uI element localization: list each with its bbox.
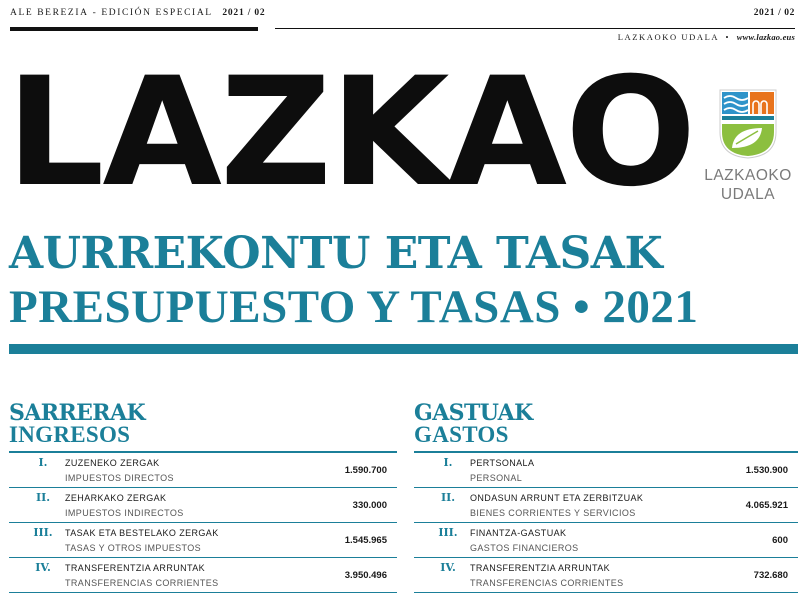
row-number: III.	[33, 526, 53, 539]
publisher-line	[618, 32, 795, 42]
row-label-eu: ZUZENEKO ZERGAK	[65, 458, 160, 468]
expenses-title-eu: GASTUAK	[414, 400, 533, 426]
publisher-name: LAZKAOKO UDALA	[617, 32, 719, 42]
row-label-eu: PERTSONALA	[470, 458, 535, 468]
issue-number: 2021 / 02	[222, 8, 266, 18]
row-label-eu: TRANSFERENTZIA ARRUNTAK	[65, 563, 206, 573]
expenses-title-es: GASTOS	[414, 422, 509, 447]
row-amount: 1.545.965	[344, 535, 387, 546]
row-amount: 330.000	[352, 500, 387, 511]
expenses-section	[414, 402, 798, 593]
row-amount: 600	[772, 535, 788, 546]
headline-basque: AURREKONTU ETA TASAK	[9, 228, 663, 279]
row-label-es: IMPUESTOS INDIRECTOS	[65, 508, 184, 518]
income-title-eu: SARRERAK	[9, 400, 145, 426]
municipality-logo	[700, 88, 796, 213]
row-label-eu: ONDASUN ARRUNT ETA ZERBITZUAK	[470, 493, 644, 503]
row-number: IV.	[440, 561, 456, 574]
table-row	[414, 523, 798, 558]
row-label-eu: TRANSFERENTZIA ARRUNTAK	[470, 563, 611, 573]
row-number: I.	[443, 456, 453, 469]
edition-label-es: EDICIÓN ESPECIAL	[101, 8, 213, 18]
town-title: LAZKAO	[6, 46, 695, 220]
masthead-left-rule	[10, 27, 258, 31]
row-label-eu: TASAK ETA BESTELAKO ZERGAK	[65, 528, 219, 538]
masthead-right-rule	[275, 28, 795, 29]
masthead-right	[275, 8, 795, 48]
row-label-eu: ZEHARKAKO ZERGAK	[65, 493, 167, 503]
table-row	[9, 558, 397, 593]
row-label-eu: FINANTZA-GASTUAK	[470, 528, 567, 538]
table-row	[9, 453, 397, 488]
headline-spanish: PRESUPUESTO Y TASAS • 2021	[9, 281, 699, 333]
row-amount: 1.530.900	[745, 465, 788, 476]
edition-separator: -	[92, 8, 98, 18]
row-label-es: TRANSFERENCIAS CORRIENTES	[470, 578, 624, 588]
row-amount: 4.065.921	[745, 500, 788, 511]
masthead-left	[10, 8, 266, 32]
logo-text-line1: LAZKAOKO	[704, 167, 792, 184]
row-label-es: IMPUESTOS DIRECTOS	[65, 473, 174, 483]
logo-text-line2: UDALA	[720, 186, 776, 203]
income-table	[9, 453, 397, 593]
row-label-es: PERSONAL	[470, 473, 523, 483]
expenses-table	[414, 453, 798, 593]
row-amount: 3.950.496	[344, 570, 387, 581]
row-number: IV.	[35, 561, 51, 574]
publisher-bullet: •	[725, 32, 731, 42]
edition-label-eu: ALE BEREZIA	[10, 8, 89, 18]
table-row	[414, 453, 798, 488]
table-row	[414, 488, 798, 523]
issue-number-right: 2021 / 02	[753, 8, 795, 18]
row-label-es: GASTOS FINANCIEROS	[470, 543, 579, 553]
edition-label	[10, 8, 266, 18]
row-number: III.	[438, 526, 458, 539]
headline-divider	[9, 344, 798, 354]
income-title-es: INGRESOS	[9, 422, 131, 447]
row-label-es: TASAS Y OTROS IMPUESTOS	[65, 543, 202, 553]
table-row	[414, 558, 798, 593]
publisher-url[interactable]: www.lazkao.eus	[736, 32, 795, 42]
row-number: I.	[38, 456, 48, 469]
income-section	[9, 402, 397, 593]
table-row	[9, 488, 397, 523]
row-amount: 1.590.700	[344, 465, 387, 476]
table-row	[9, 523, 397, 558]
row-label-es: BIENES CORRIENTES Y SERVICIOS	[470, 508, 636, 518]
row-amount: 732.680	[753, 570, 788, 581]
row-label-es: TRANSFERENCIAS CORRIENTES	[65, 578, 219, 588]
municipality-emblem-icon	[718, 88, 778, 160]
row-number: II.	[440, 491, 456, 504]
row-number: II.	[35, 491, 51, 504]
